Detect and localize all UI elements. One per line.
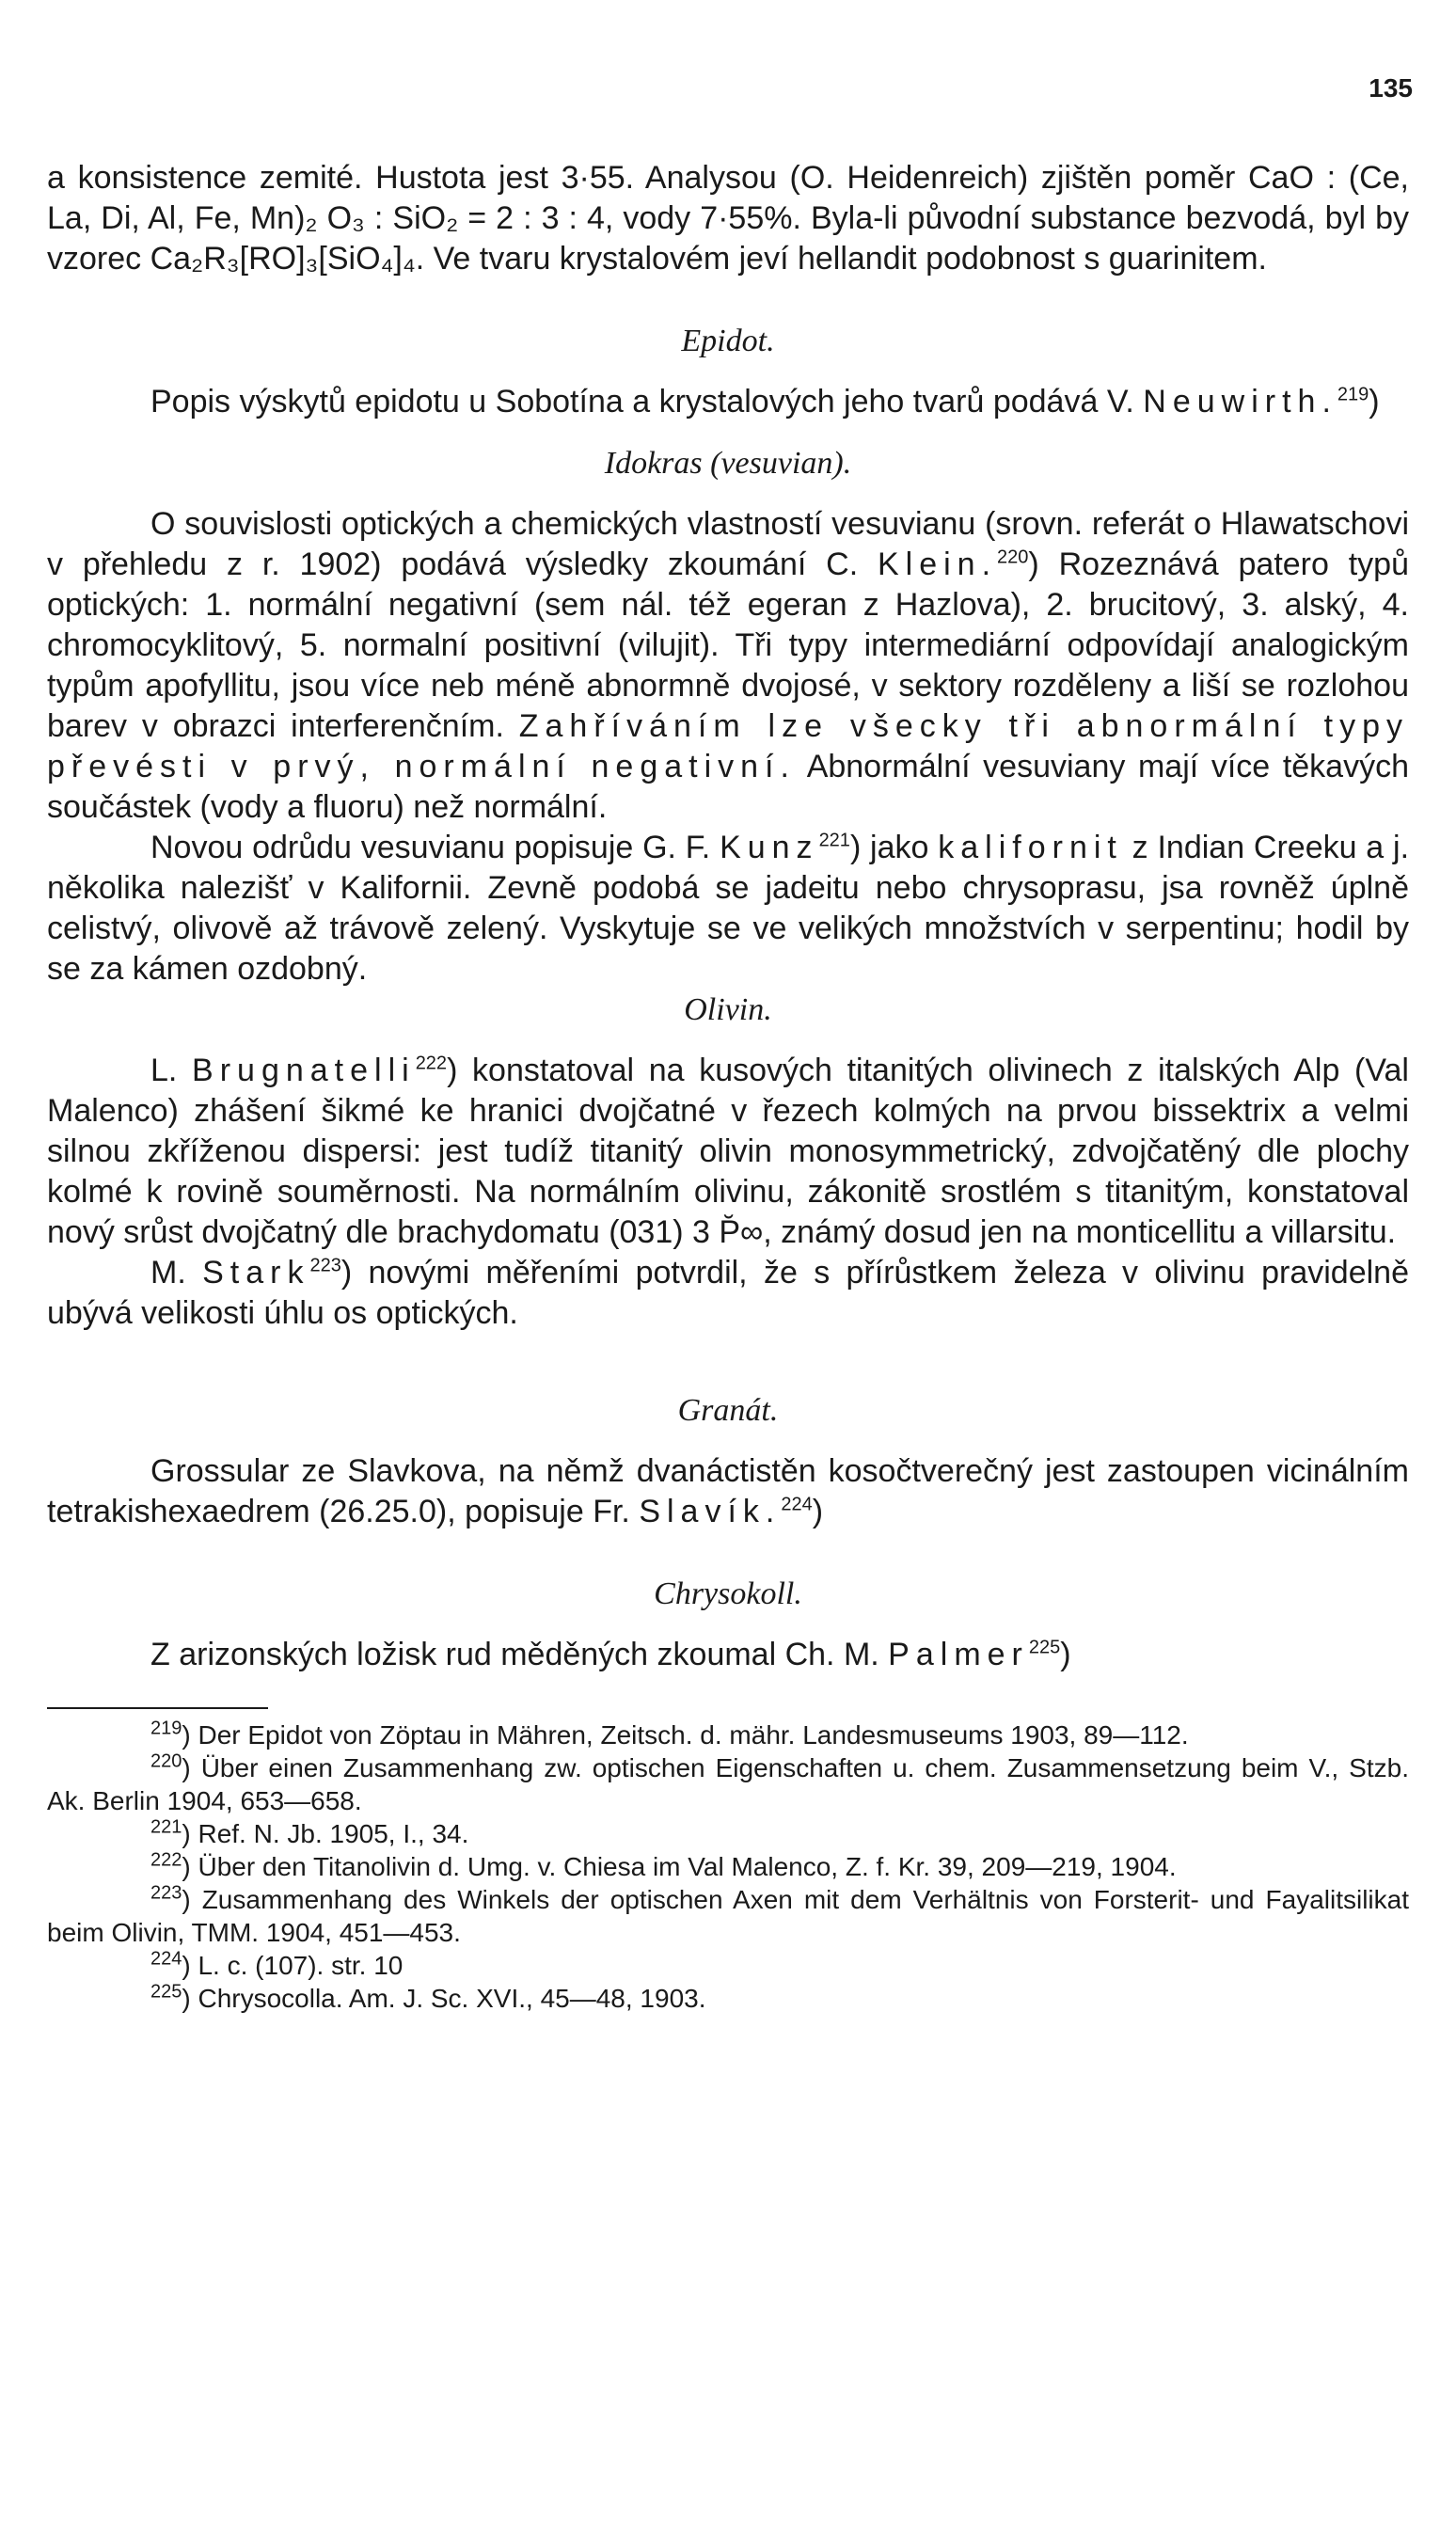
author-name: Kunz: [720, 830, 819, 865]
footnotes: [47, 1718, 1409, 2015]
page-body: [47, 158, 1409, 2015]
author-name: Brugnatelli: [192, 1053, 416, 1088]
hellandit-paragraph: a konsistence zemité. Hustota jest 3·55. Analysou (O. Heidenreich) zjištěn poměr CaO : (Ce, La, Di, Al, Fe, Mn)₂ O₃ : SiO₂ = 2 : 3 : 4, vody 7·55%. Byla-li původní substance bezvodá, byl by vzorec Ca₂R₃[RO]₃[SiO₄]₄. Ve tvaru krystalovém jeví hellandit podobnost s guarinitem.: [47, 160, 1409, 277]
footnote: $^{219}$) Der Epidot von Zöptau in Mähren, Zeitsch. d. mähr. Landesmuseums 1903, 89—112.: [150, 1718, 1189, 1750]
idokras-paragraph-2: Novou odrůdu vesuvianu popisuje G. F. Kunz$^{221}$) jako kalifornit z Indian Creeku a j. několika nalezišť v Kalifornii. Zevně podobá se jadeitu nebo chrysoprasu, jsa rovněž úplně celistvý, olivově až trávově zelený. Vyskytuje se ve velikých množstvích v serpentinu; hodil by se za kámen ozdobný.: [47, 830, 1410, 987]
footnote: $^{225}$) Chrysocolla. Am. J. Sc. XVI., 45—48, 1903.: [150, 1981, 706, 2013]
spaced-emphasis: kalifornit: [938, 830, 1123, 865]
olivin-paragraph-1: L. Brugnatelli$^{222}$) konstatoval na kusových titanitých olivinech z italských Alp (Val Malenco) zhášení šikmé ke hranici dvojčatné v řezech kolmých na prvou bissektrix a velmi silnou zkříženou dispersi: jest tudíž titanitý olivin monosymmetrický, zdvojčatěný dle plochy kolmé k rovině souměrnosti. Na normálním olivinu, zákonitě srostlém s titanitým, konstatoval nový srůst dvojčatný dle brachydomatu (031) 3 P̆∞, známý dosud jen na monticellitu a villarsitu.: [47, 1053, 1409, 1250]
footnote: $^{222}$) Über den Titanolivin d. Umg. v. Chiesa im Val Malenco, Z. f. Kr. 39, 209—219, 1904.: [150, 1849, 1177, 1881]
footnote-ref: 223: [309, 1255, 341, 1276]
section-title-chrysokoll: Chrysokoll.: [654, 1576, 802, 1611]
footnote: $^{220}$) Über einen Zusammenhang zw. optischen Eigenschaften u. chem. Zusammensetzung beim V., Stzb. Ak. Berlin 1904, 653—658.: [47, 1750, 1409, 1815]
section-title-epidot: Epidot.: [681, 324, 775, 358]
olivin-paragraph-2: M. Stark$^{223}$) novými měřeními potvrdil, že s přírůstkem železa v olivinu pravidelně ubývá velikosti úhlu os optických.: [47, 1255, 1409, 1331]
idokras-paragraph-1: O souvislosti optických a chemických vlastností vesuvianu (srovn. referát o Hlawatschovi v přehledu z r. 1902) podává výsledky zkoumání C. Klein.$^{220}$) Rozeznává patero typů optických: 1. normální negativní (sem nál. též egeran z Hazlova), 2. brucitový, 3. alský, 4. chromocyklitový, 5. normalní positivní (vilujit). Tři typy intermediární odpovídají analogickým typům apofyllitu, jsou více neb méně abnormně dvojosé, v sektory rozděleny a liší se rozlohou barev v obrazci interferenčním. Zahříváním lze všecky tři abnormální typy převésti v prvý, normální negativní. Abnormální vesuviany mají více těkavých součástek (vody a fluoru) než normální.: [47, 506, 1410, 825]
spaced-emphasis: Zahříváním lze všecky tři abnormální typy převésti v prvý, normální negativní.: [47, 708, 1409, 784]
footnote-ref: 219: [1337, 384, 1369, 405]
section-title-olivin: Olivin.: [684, 992, 772, 1027]
footnote: $^{223}$) Zusammenhang des Winkels der optischen Axen mit dem Verhältnis von Forsterit- und Fayalitsilikat beim Olivin, TMM. 1904, 451—453.: [47, 1882, 1409, 1947]
granat-paragraph: Grossular ze Slavkova, na němž dvanáctistěn kosočtverečný jest zastoupen vicinálním tetrakishexaedrem (26.25.0), popisuje Fr. Slavík.$^{224}$): [47, 1453, 1409, 1529]
footnote-ref: 224: [781, 1494, 813, 1515]
footnote: $^{224}$) L. c. (107). str. 10: [150, 1948, 404, 1980]
footnote-divider: [47, 1707, 268, 1709]
page-number: 135: [1369, 73, 1413, 103]
epidot-paragraph: Popis výskytů epidotu u Sobotína a krystalových jeho tvarů podává V. Neuwirth.$^{219}$): [150, 384, 1380, 420]
author-name: Slavík.: [639, 1494, 782, 1529]
footnote-ref: 222: [415, 1053, 448, 1074]
section-title-granat: Granát.: [677, 1393, 779, 1428]
section-title-idokras: Idokras (vesuvian).: [604, 446, 852, 481]
author-name: Klein.: [877, 546, 998, 582]
author-name: Palmer: [888, 1637, 1029, 1672]
footnote: $^{221}$) Ref. N. Jb. 1905, I., 34.: [150, 1816, 469, 1848]
footnote-ref: 225: [1028, 1637, 1061, 1658]
author-name: Neuwirth.: [1143, 384, 1337, 420]
footnote-ref: 221: [818, 830, 850, 851]
footnote-ref: 220: [997, 546, 1029, 568]
chrysokoll-paragraph: Z arizonských ložisk rud měděných zkoumal Ch. M. Palmer$^{225}$): [150, 1637, 1071, 1672]
author-name: Stark: [202, 1255, 310, 1291]
